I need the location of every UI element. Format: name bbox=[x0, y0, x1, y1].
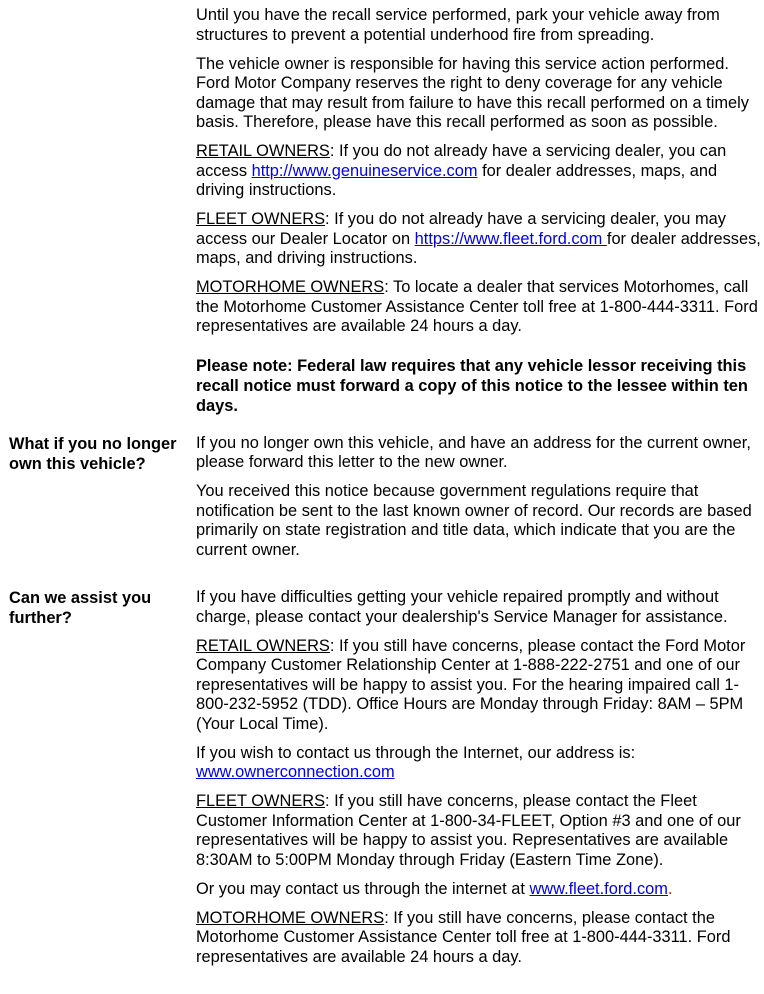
retail-owners-concerns-paragraph bbox=[196, 637, 761, 735]
no-longer-own-heading: What if you no longer own this vehicle? bbox=[9, 434, 177, 473]
no-longer-own-section bbox=[0, 434, 764, 561]
motorhome-owners-text: : To locate a dealer that services Motorhomes, call the Motorhome Customer Assistance Center toll free at 1-800-444-3311. Ford representatives are available 24 hours a day. bbox=[196, 278, 758, 335]
intro-body bbox=[196, 6, 761, 416]
fleet-owners-concerns-text: : If you still have concerns, please contact the Fleet Customer Information Center at 1-800-34-FLEET, Option #3 and one of our representatives will be happy to assist you. Representatives are available 8:30AM to 5:00PM Monday through Friday (Eastern Time Zone). bbox=[196, 792, 741, 869]
fleet-internet-paragraph bbox=[196, 880, 761, 900]
fleet-ford-contact-link[interactable]: www.fleet.ford.com bbox=[529, 879, 668, 898]
fleet-internet-text: Or you may contact us through the internet at bbox=[196, 879, 530, 898]
motorhome-owners-dealer-paragraph bbox=[196, 278, 761, 337]
service-manager-paragraph: If you have difficulties getting your vehicle repaired promptly and without charge, please contact your dealership's Service Manager for assistance. bbox=[196, 588, 728, 626]
retail-owners-text: : If you do not already have a servicing dealer, you can access bbox=[196, 142, 727, 180]
fleet-ford-link[interactable]: https://www.fleet.ford.com bbox=[414, 229, 607, 248]
fleet-owners-concerns-paragraph bbox=[196, 792, 761, 870]
ownerconnection-link[interactable]: www.ownerconnection.com bbox=[196, 763, 395, 781]
retail-owners-text-end: for dealer addresses, maps, and driving instructions. bbox=[196, 161, 718, 199]
fleet-owners-text-end: for dealer addresses, maps, and driving instructions. bbox=[196, 229, 761, 267]
intro-section bbox=[0, 0, 764, 416]
forward-letter-paragraph: If you no longer own this vehicle, and have an address for the current owner, please forward this letter to the new owner. bbox=[196, 433, 751, 471]
fleet-internet-period: . bbox=[667, 879, 673, 898]
assist-heading: Can we assist you further? bbox=[9, 589, 152, 627]
assist-section bbox=[0, 588, 764, 967]
no-longer-own-body bbox=[196, 434, 761, 561]
owner-responsibility-paragraph: The vehicle owner is responsible for having this service action performed. Ford Motor Company reserves the right to deny coverage for any vehicle damage that may result from failure to have this recall performed on a timely basis. Therefore, please have this recall performed as soon as possible. bbox=[196, 54, 749, 131]
lessor-note: Please note: Federal law requires that any vehicle lessor receiving this recall notice must forward a copy of this notice to the lessee within ten days. bbox=[196, 356, 748, 415]
motorhome-owners-concerns-text: : If you still have concerns, please contact the Motorhome Customer Assistance Center toll free at 1-800-444-3311. Ford representatives are available 24 hours a day. bbox=[196, 908, 731, 966]
internet-contact-paragraph bbox=[196, 744, 761, 783]
fleet-owners-concerns-label: FLEET OWNERS bbox=[196, 792, 326, 810]
internet-contact-text: If you wish to contact us through the Internet, our address is: bbox=[196, 743, 636, 762]
retail-owners-dealer-paragraph bbox=[196, 142, 761, 201]
retail-owners-concerns-text: : If you still have concerns, please contact the Ford Motor Company Customer Relationship Center at 1-888-222-2751 and one of our representatives will be happy to assist you. For the hearing impaired call 1-800-232-5952 (TDD). Office Hours are Monday through Friday: 8AM – 5PM (Your Local Time). bbox=[196, 636, 746, 733]
fleet-owners-dealer-paragraph bbox=[196, 210, 761, 269]
government-regulations-paragraph: You received this notice because government regulations require that notification be sent to the last known owner of record. Our records are based primarily on state registration and title data, which indicate that you are the current owner. bbox=[196, 482, 752, 559]
motorhome-owners-label: MOTORHOME OWNERS bbox=[196, 278, 385, 296]
genuineservice-link[interactable]: http://www.genuineservice.com bbox=[251, 161, 478, 180]
assist-body bbox=[196, 588, 761, 967]
retail-owners-concerns-label: RETAIL OWNERS bbox=[196, 636, 330, 655]
fleet-owners-label: FLEET OWNERS bbox=[196, 210, 326, 228]
retail-owners-label: RETAIL OWNERS bbox=[196, 142, 330, 160]
motorhome-owners-concerns-label: MOTORHOME OWNERS bbox=[196, 908, 385, 927]
underhood-fire-paragraph: Until you have the recall service performed, park your vehicle away from structures to prevent a potential underhood fire from spreading. bbox=[196, 6, 720, 44]
motorhome-owners-concerns-paragraph bbox=[196, 909, 761, 968]
fleet-owners-text: : If you do not already have a servicing dealer, you may access our Dealer Locator on bbox=[196, 210, 726, 248]
